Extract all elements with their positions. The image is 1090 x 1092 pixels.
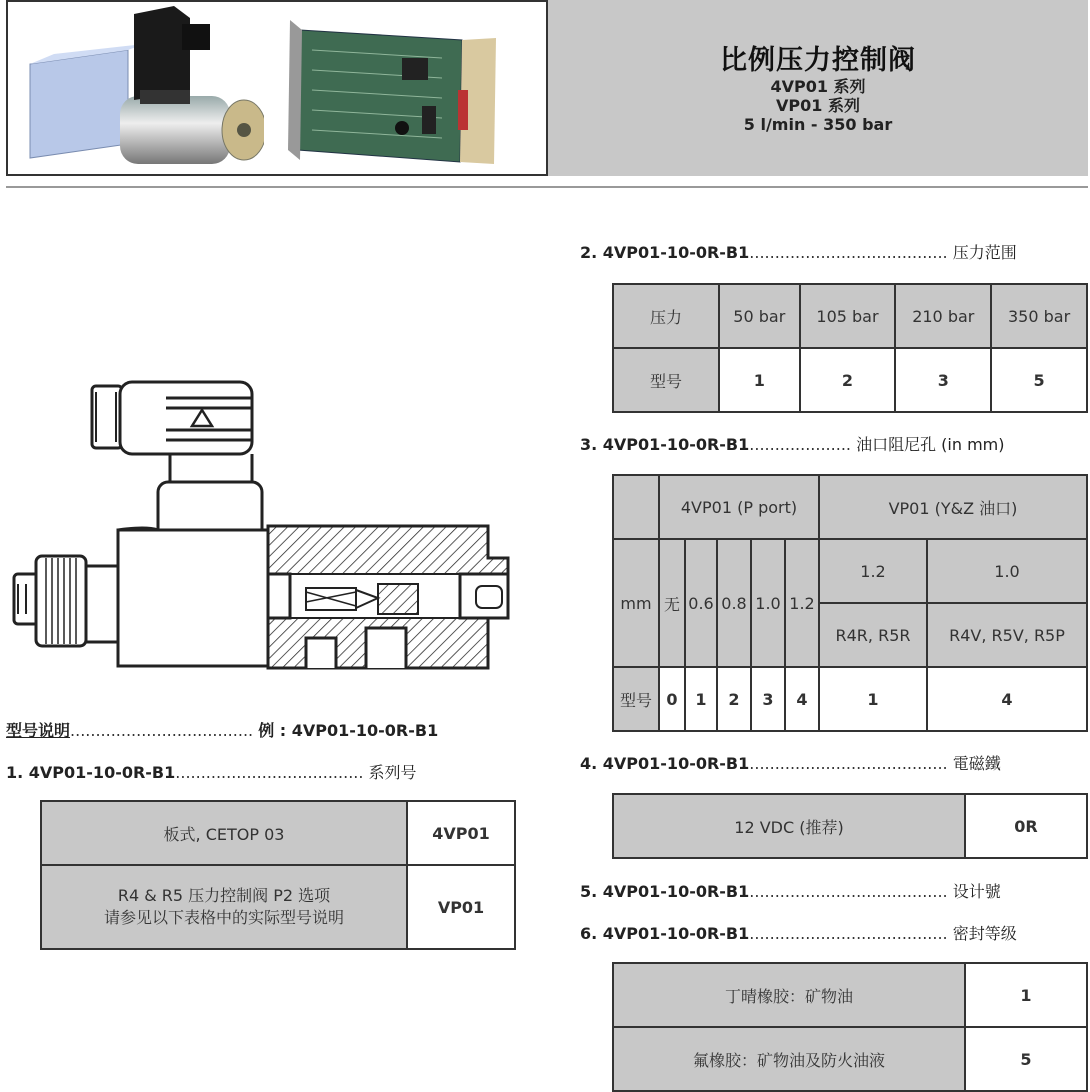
pressure-table <box>612 283 1088 413</box>
head-vp01: VP01 (Y&Z 油口) <box>819 475 1087 539</box>
code-cell: 3 <box>751 667 785 731</box>
section3-title: 油口阻尼孔 (in mm) <box>856 435 1005 454</box>
section1-title: 系列号 <box>368 763 417 782</box>
seal-value-cell: 5 <box>965 1027 1087 1091</box>
orifice-table <box>612 474 1088 732</box>
series-desc-cell: 板式, CETOP 03 <box>41 801 407 865</box>
vp-model-cell: R4R, R5R <box>819 603 927 667</box>
size-cell: 0.6 <box>685 539 717 667</box>
solenoid-desc-cell: 12 VDC (推荐) <box>613 794 965 858</box>
table-row <box>41 801 515 865</box>
section3-heading <box>580 432 1005 455</box>
table-row <box>613 284 1087 348</box>
pressure-cell: 350 bar <box>991 284 1087 348</box>
size-cell: 1.0 <box>751 539 785 667</box>
pressure-row-head: 压力 <box>613 284 719 348</box>
solenoid-value-cell: 0R <box>965 794 1087 858</box>
flow-pressure-range: 5 l/min - 350 bar <box>743 115 893 134</box>
model-description-label: 型号说明 <box>6 721 71 740</box>
section5-code: 5. 4VP01-10-0R-B1 <box>580 882 750 901</box>
pressure-cell: 210 bar <box>895 284 991 348</box>
code-cell: 5 <box>991 348 1087 412</box>
size-cell: 1.2 <box>785 539 819 667</box>
section2-code: 2. 4VP01-10-0R-B1 <box>580 243 750 262</box>
series-desc-cell <box>41 865 407 949</box>
seal-desc-cell: 氟橡胶：矿物油及防火油液 <box>613 1027 965 1091</box>
pressure-cell: 50 bar <box>719 284 800 348</box>
series-desc-line2: 请参见以下表格中的实际型号说明 <box>103 908 344 927</box>
series-value-cell: 4VP01 <box>407 801 515 865</box>
vp-model-cell: R4V, R5V, R5P <box>927 603 1087 667</box>
section5-heading <box>580 879 1001 902</box>
head-4vp01: 4VP01 (P port) <box>659 475 819 539</box>
dots: ....................................... <box>749 754 948 773</box>
code-cell: 1 <box>685 667 717 731</box>
code-cell: 0 <box>659 667 685 731</box>
seal-value-cell: 1 <box>965 963 1087 1027</box>
series-line-1: 4VP01 系列 <box>770 77 866 96</box>
dots: ..................................... <box>175 763 364 782</box>
vp-code-cell: 1 <box>819 667 927 731</box>
mm-label: mm <box>613 539 659 667</box>
dots: ....................................... <box>749 243 948 262</box>
section4-title: 電磁鐵 <box>952 754 1001 773</box>
valve-section-drawing <box>6 378 514 674</box>
table-row <box>613 539 1087 603</box>
page-title: 比例压力控制阀 <box>720 45 916 76</box>
header-title-panel <box>546 0 1088 176</box>
table-row <box>613 667 1087 731</box>
dots: .................................... <box>70 721 254 740</box>
section6-code: 6. 4VP01-10-0R-B1 <box>580 924 750 943</box>
vp-size-cell: 1.2 <box>819 539 927 603</box>
pressure-cell: 105 bar <box>800 284 896 348</box>
vp-size-cell: 1.0 <box>927 539 1087 603</box>
seal-desc-cell: 丁晴橡胶：矿物油 <box>613 963 965 1027</box>
code-row-head: 型号 <box>613 348 719 412</box>
model-description-line <box>6 718 438 741</box>
solenoid-table <box>612 793 1088 859</box>
circuit-card-photo <box>282 10 502 170</box>
section4-code: 4. 4VP01-10-0R-B1 <box>580 754 750 773</box>
table-row <box>613 348 1087 412</box>
table-row <box>613 794 1087 858</box>
vp-code-cell: 4 <box>927 667 1087 731</box>
section6-title: 密封等级 <box>952 924 1017 943</box>
code-cell: 3 <box>895 348 991 412</box>
table-row <box>613 963 1087 1027</box>
table-row <box>613 1027 1087 1091</box>
section4-heading <box>580 751 1001 774</box>
size-cell: 无 <box>659 539 685 667</box>
size-cell: 0.8 <box>717 539 751 667</box>
dots: ....................................... <box>749 924 948 943</box>
header-divider <box>6 186 1088 188</box>
section1-heading <box>6 760 417 783</box>
seal-table <box>612 962 1088 1092</box>
table-row <box>41 865 515 949</box>
model-example: 例 : 4VP01-10-0R-B1 <box>258 721 439 740</box>
series-value-cell: VP01 <box>407 865 515 949</box>
series-desc-line1: R4 & R5 压力控制阀 P2 选项 <box>117 886 331 905</box>
valve-photo <box>24 6 264 172</box>
section2-title: 压力范围 <box>952 243 1017 262</box>
table-row <box>613 475 1087 539</box>
section5-title: 设计號 <box>952 882 1001 901</box>
section6-heading <box>580 921 1017 944</box>
section2-heading <box>580 240 1017 263</box>
code-label: 型号 <box>613 667 659 731</box>
series-line-2: VP01 系列 <box>776 96 860 115</box>
series-table <box>40 800 516 950</box>
corner-cell <box>613 475 659 539</box>
section3-code: 3. 4VP01-10-0R-B1 <box>580 435 750 454</box>
dots: ....................................... <box>749 882 948 901</box>
code-cell: 4 <box>785 667 819 731</box>
code-cell: 2 <box>717 667 751 731</box>
code-cell: 2 <box>800 348 896 412</box>
code-cell: 1 <box>719 348 800 412</box>
section1-code: 1. 4VP01-10-0R-B1 <box>6 763 176 782</box>
dots: .................... <box>749 435 851 454</box>
